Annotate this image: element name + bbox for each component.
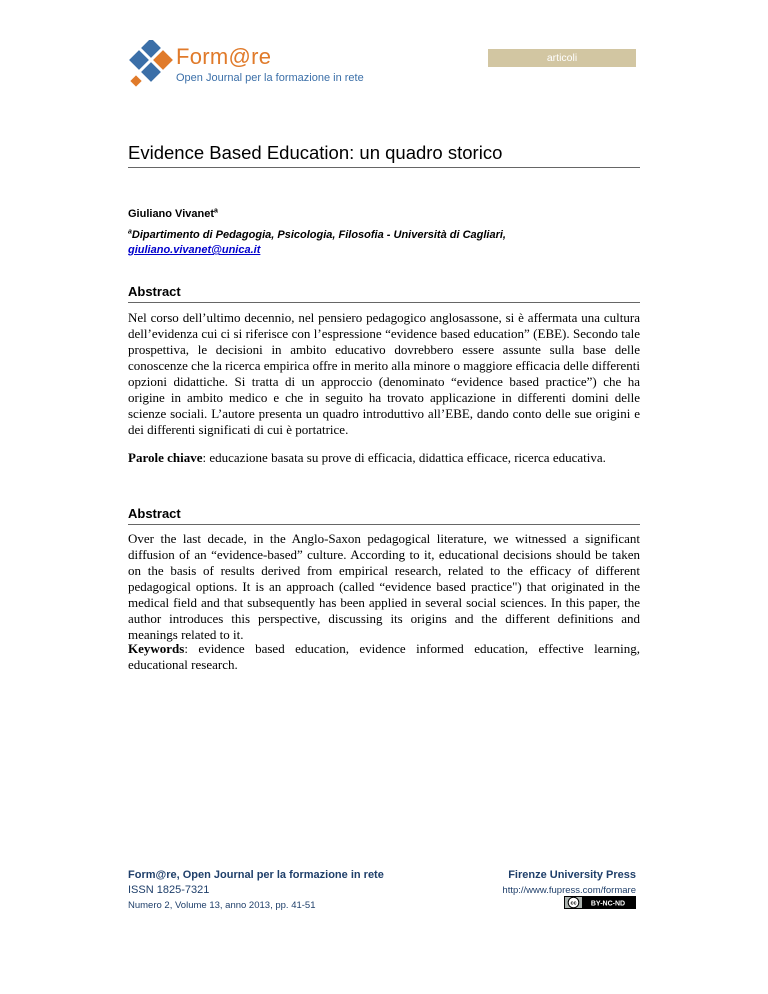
journal-subtitle: Open Journal per la formazione in rete: [176, 72, 364, 84]
affiliation: [128, 228, 640, 258]
journal-logo: [128, 40, 368, 90]
affiliation-text: Dipartimento di Pedagogia, Psicologia, Filosofia - Università di Cagliari,: [131, 229, 506, 241]
keywords-text-it: : educazione basata su prove di efficacia, didattica efficace, ricerca educativa.: [202, 450, 606, 465]
footer-citation: [128, 868, 384, 913]
footer-volume: Numero 2, Volume 13, anno 2013, pp. 41-51: [128, 900, 316, 911]
creative-commons-by-nc-nd-icon: [564, 896, 636, 909]
publisher-name: Firenze University Press: [508, 869, 636, 881]
diamond-grid-icon: [128, 40, 176, 88]
author-name: [128, 208, 218, 220]
abstract-heading-it: Abstract: [128, 284, 640, 303]
keywords-label-it: Parole chiave: [128, 450, 203, 465]
footer-issn: ISSN 1825-7321: [128, 884, 210, 896]
author-name-text: Giuliano Vivanet: [128, 208, 214, 220]
affiliation-superscript: a: [128, 228, 132, 236]
abstract-text-en: Over the last decade, in the Anglo-Saxon pedagogical literature, we witnessed a significant diffusion of an “evidence-based” culture. According to it, educational decisions should be taken on the basis of results derived from empirical research, related to the efficacy of different pedagogical options. It is an approach (called “evidence based practice") that originated in the medical field and that subsequently has been applied in several social sciences. In this paper, the author introduces this perspective, discussing its origins and the different definitions and meanings related to it.: [128, 531, 640, 642]
keywords-en: [128, 641, 640, 673]
article-title: Evidence Based Education: un quadro storico: [128, 142, 640, 168]
publisher-url[interactable]: http://www.fupress.com/formare: [502, 885, 636, 896]
journal-name: Form@re: [176, 44, 272, 69]
footer-journal: Form@re, Open Journal per la formazione in rete: [128, 869, 384, 881]
keywords-text-en: : evidence based education, evidence informed education, effective learning, educational research.: [128, 641, 640, 672]
license-text: BY-NC-ND: [590, 900, 626, 908]
author-superscript: a: [214, 207, 218, 215]
abstract-heading-en: Abstract: [128, 506, 640, 525]
svg-text:cc: cc: [570, 900, 577, 907]
abstract-text-it: Nel corso dell’ultimo decennio, nel pensiero pedagogico anglosassone, si è affermata una cultura dell’evidenza cui ci si riferisce con l’espressione “evidence based education” (EBE). Secondo tale prospettiva, le decisioni in ambito educativo dovrebbero essere assunte sulla base delle conoscenze che la ricerca empirica offre in merito alla minore o maggiore efficacia delle differenti opzioni didattiche. Si tratta di un approccio (denominato “evidence based practice”) che ha origine in ambito medico e che in seguito ha trovato applicazione in differenti domini delle scienze sociali. L’autore presenta un quadro introduttivo all’EBE, dando conto delle sue origini e dei differenti significati di cui è portatrice.: [128, 310, 640, 437]
keywords-it: [128, 450, 640, 466]
footer-publisher: [470, 868, 636, 898]
section-tag: articoli: [488, 49, 636, 67]
keywords-label-en: Keywords: [128, 641, 185, 656]
author-email-link[interactable]: giuliano.vivanet@unica.it: [128, 244, 261, 256]
